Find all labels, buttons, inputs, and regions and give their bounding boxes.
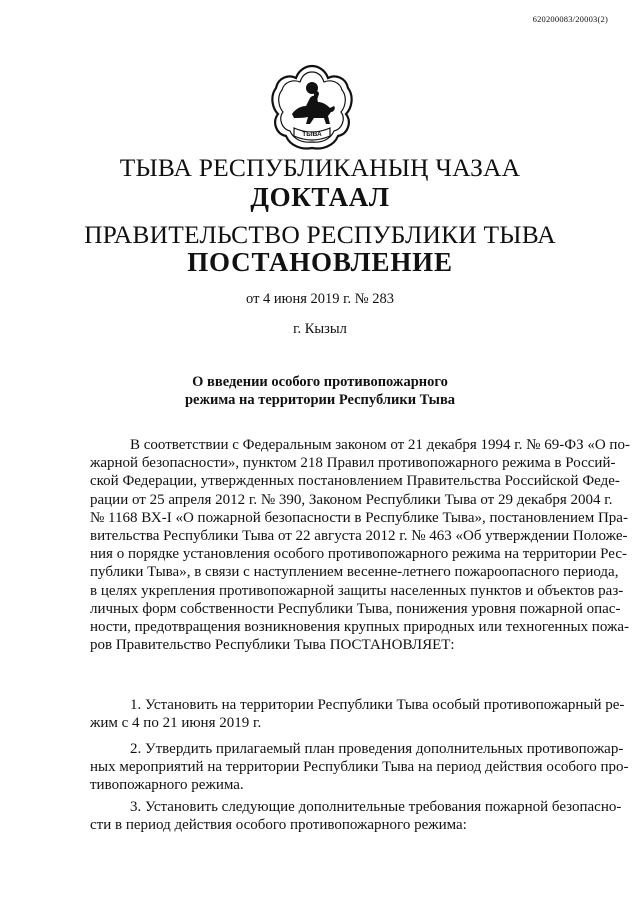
emblem-banner-text: ТЫВА <box>302 131 322 138</box>
header-postanovlenie: ПОСТАНОВЛЕНИЕ <box>187 247 453 277</box>
text-line: № 1168 ВХ-I «О пожарной безопасности в Республике Тыва», постановлением Пра- <box>90 509 628 526</box>
header-government-line: ПРАВИТЕЛЬСТВО РЕСПУБЛИКИ ТЫВА <box>84 220 556 249</box>
text-line: публики Тыва», в связи с наступлением весенне-летнего пожароопасного периода, <box>90 564 619 581</box>
text-line: тивопожарного режима. <box>90 777 244 794</box>
text-line: ных мероприятий на территории Республики Тыва на период действия особого про- <box>90 759 629 776</box>
text-line: ской Федерации, утвержденных постановлением Правительства Российской Феде- <box>90 473 620 490</box>
text-line: 1. Установить на территории Республики Тыва особый противопожарный ре- <box>130 697 625 713</box>
text-line: жим с 4 по 21 июня 2019 г. <box>90 715 262 732</box>
text-line: ния о порядке установления особого противопожарного режима на территории Рес- <box>90 546 627 563</box>
text-line: жарной безопасности», пунктом 218 Правил противопожарного режима в Россий- <box>90 455 616 472</box>
resolution-title-line-2: режима на территории Республики Тыва <box>184 392 456 408</box>
text-line: В соответствии с Федеральным законом от 21 декабря 1994 г. № 69-ФЗ «О по- <box>130 437 630 453</box>
text-line: ров Правительство Республики Тыва ПОСТАНОВЛЯЕТ: <box>90 637 455 654</box>
text-line: вительства Республики Тыва от 22 августа 2012 г. № 463 «Об утверждении Положе- <box>90 528 628 545</box>
text-line: в целях укрепления противопожарной защиты населенных пунктов и объектов раз- <box>90 582 624 599</box>
preamble-paragraph <box>90 436 630 654</box>
header-tyva-line: ТЫВА РЕСПУБЛИКАНЫҢ ЧАЗАА <box>119 153 521 182</box>
resolution-title-line-1: О введении особого противопожарного <box>192 374 448 390</box>
clause-3-paragraph <box>90 798 622 834</box>
text-line: 3. Установить следующие дополнительные требования пожарной безопасно- <box>130 799 622 815</box>
clause-1-paragraph <box>90 696 625 732</box>
document-date-number: от 4 июня 2019 г. № 283 <box>246 291 394 307</box>
document-code: 620200083/20003(2) <box>532 14 608 24</box>
text-line: 2. Утвердить прилагаемый план проведения дополнительных противопожар- <box>130 741 624 757</box>
text-line: личных форм собственности Республики Тыва, понижения уровня пожарной опас- <box>90 600 621 617</box>
tyva-coat-of-arms-icon <box>270 62 354 154</box>
text-line: рации от 25 апреля 2012 г. № 390, Законом Республики Тыва от 29 декабря 2004 г. <box>90 491 613 508</box>
header-doktaal: ДОКТААЛ <box>250 182 390 212</box>
text-line: сти в период действия особого противопожарного режима: <box>90 817 467 834</box>
clause-2-paragraph <box>90 740 629 795</box>
document-city: г. Кызыл <box>293 321 347 337</box>
text-line: ности, предотвращения возникновения крупных природных или техногенных пожа- <box>90 619 629 636</box>
